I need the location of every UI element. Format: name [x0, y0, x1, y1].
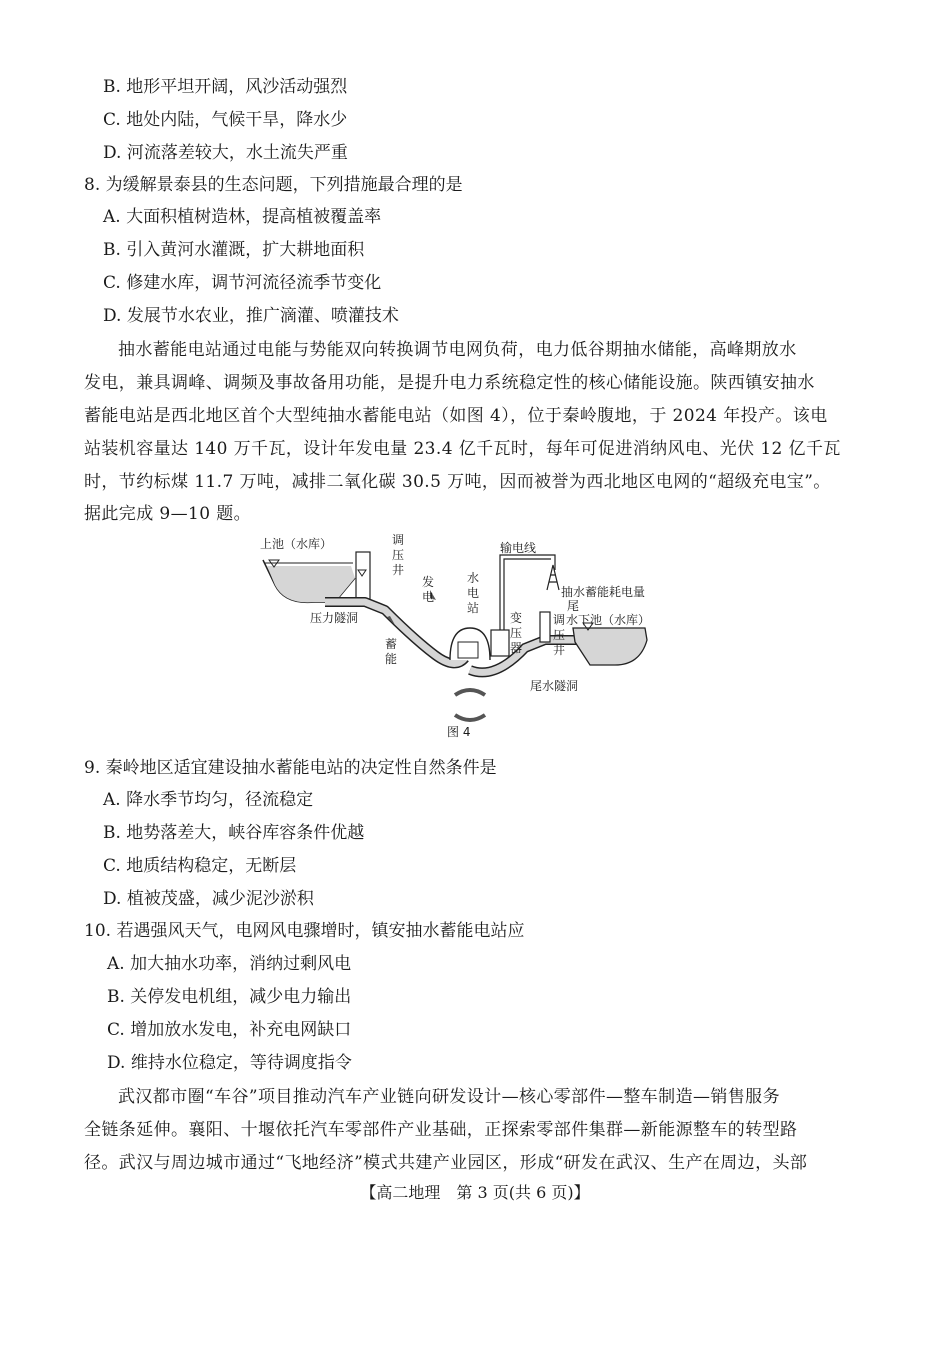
label-generate: 发	[422, 575, 435, 589]
label-upper-pool: 上池（水库）	[260, 537, 333, 551]
label-station: 站	[467, 601, 480, 615]
figure-pumped-storage-diagram	[255, 530, 695, 745]
label-tail: 尾	[567, 599, 580, 613]
label-station: 水	[467, 571, 480, 585]
label-consumption: 抽水蓄能耗电量	[561, 585, 646, 599]
label-store: 能	[385, 652, 398, 666]
q10-option-b: B. 关停发电机组，减少电力输出	[107, 987, 352, 1007]
label-surge-up: 压	[392, 548, 405, 562]
figure-caption: 图 4	[447, 725, 471, 739]
label-surge-down: 调	[553, 613, 566, 627]
label-store: 蓄	[385, 637, 398, 651]
label-surge-down: 压	[553, 628, 566, 642]
q10-option-c: C. 增加放水发电，补充电网缺口	[107, 1020, 352, 1040]
label-tail-tunnel: 尾水隧洞	[530, 679, 579, 693]
q10-option-a: A. 加大抽水功率，消纳过剩风电	[107, 954, 352, 974]
transformer	[491, 630, 509, 656]
passage1-line: 站装机容量达 140 万千瓦，设计年发电量 23.4 亿千瓦时，每年可促进消纳风电、光伏 12 亿千瓦	[84, 439, 841, 459]
page-footer: 【高二地理 第 3 页(共 6 页)】	[360, 1183, 590, 1202]
passage1-line: 据此完成 9—10 题。	[84, 504, 252, 524]
q10-stem: 10. 若遇强风天气，电网风电骤增时，镇安抽水蓄能电站应	[84, 921, 525, 941]
passage1-line: 发电，兼具调峰、调频及事故备用功能，是提升电力系统稳定性的核心储能设施。陕西镇安抽水	[84, 373, 815, 393]
flow-arrow-icon	[455, 715, 485, 720]
lower-pool	[573, 628, 647, 665]
q7-option-b: B. 地形平坦开阔，风沙活动强烈	[103, 77, 348, 97]
label-station: 电	[467, 586, 480, 600]
turbine-unit	[458, 642, 478, 658]
label-transformer: 器	[510, 641, 523, 655]
label-power-line: 输电线	[500, 541, 537, 555]
label-pressure-tunnel: 压力隧洞	[310, 611, 359, 625]
q7-option-d: D. 河流落差较大，水土流失严重	[103, 143, 348, 163]
label-transformer: 压	[510, 626, 523, 640]
q9-stem: 9. 秦岭地区适宜建设抽水蓄能电站的决定性自然条件是	[84, 758, 497, 778]
upper-surge-shaft	[356, 552, 370, 600]
passage1-line: 抽水蓄能电站通过电能与势能双向转换调节电网负荷，电力低谷期抽水储能，高峰期放水	[118, 340, 797, 360]
q9-option-b: B. 地势落差大，峡谷库容条件优越	[103, 823, 365, 843]
transmission-tower-icon	[547, 565, 559, 590]
q8-option-c: C. 修建水库，调节河流径流季节变化	[103, 273, 382, 293]
q8-option-a: A. 大面积植树造林，提高植被覆盖率	[103, 207, 382, 227]
q9-option-c: C. 地质结构稳定，无断层	[103, 856, 297, 876]
q8-option-d: D. 发展节水农业，推广滴灌、喷灌技术	[103, 306, 399, 326]
q8-stem: 8. 为缓解景泰县的生态问题，下列措施最合理的是	[84, 175, 463, 195]
passage1-line: 蓄能电站是西北地区首个大型纯抽水蓄能电站（如图 4），位于秦岭腹地，于 2024 年投产。该电	[84, 406, 828, 426]
q8-option-b: B. 引入黄河水灌溉，扩大耕地面积	[103, 240, 365, 260]
flow-arrow-icon	[455, 690, 485, 695]
passage1-line: 时，节约标煤 11.7 万吨，减排二氧化碳 30.5 万吨，因而被誉为西北地区电网的“超级充电宝”。	[84, 472, 831, 492]
passage2-line: 武汉都市圈“车谷”项目推动汽车产业链向研发设计—核心零部件—整车制造—销售服务	[118, 1087, 780, 1107]
q7-option-c: C. 地处内陆，气候干旱，降水少	[103, 110, 348, 130]
passage2-line: 全链条延伸。襄阳、十堰依托汽车零部件产业基础，正探索零部件集群—新能源整车的转型路	[84, 1120, 798, 1140]
lower-surge-shaft	[540, 612, 550, 642]
label-transformer: 变	[510, 611, 523, 625]
q10-option-d: D. 维持水位稳定，等待调度指令	[107, 1053, 352, 1073]
label-surge-up: 调	[392, 533, 405, 547]
passage2-line: 径。武汉与周边城市通过“飞地经济”模式共建产业园区，形成“研发在武汉、生产在周边，头部	[84, 1153, 808, 1173]
q9-option-a: A. 降水季节均匀，径流稳定	[103, 790, 314, 810]
label-surge-down: 井	[553, 643, 566, 657]
q9-option-d: D. 植被茂盛，减少泥沙淤积	[103, 889, 314, 909]
label-generate: 电	[422, 590, 435, 604]
upper-pool-water	[267, 566, 355, 602]
label-lower-pool: 水下池（水库）	[566, 613, 651, 627]
label-surge-up: 井	[392, 563, 405, 577]
